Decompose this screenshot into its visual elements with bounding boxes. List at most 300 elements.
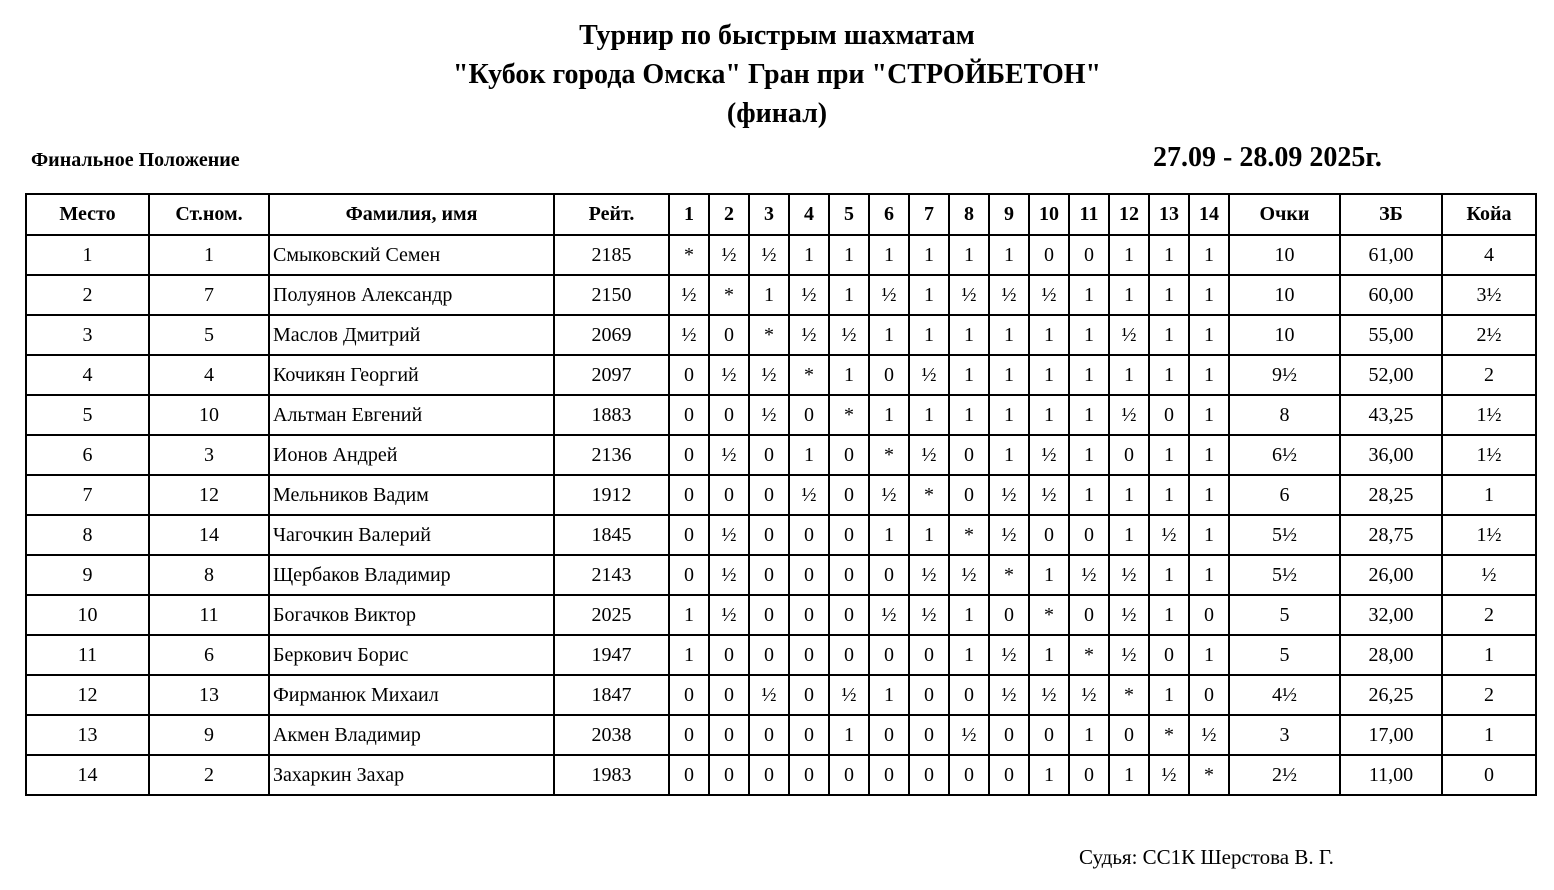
table-cell: 1 — [829, 355, 869, 395]
table-row — [26, 395, 1536, 435]
table-cell: 11 — [26, 635, 149, 675]
table-cell: 0 — [909, 635, 949, 675]
table-cell: 52,00 — [1340, 355, 1442, 395]
table-cell: 0 — [869, 555, 909, 595]
table-cell: ½ — [1069, 555, 1109, 595]
table-cell: 0 — [669, 715, 709, 755]
table-cell: * — [1109, 675, 1149, 715]
table-cell: 0 — [669, 435, 709, 475]
tournament-date: 27.09 - 28.09 2025г. — [1153, 142, 1382, 173]
table-cell: 4 — [26, 355, 149, 395]
table-cell: 1 — [869, 315, 909, 355]
table-cell: 1 — [989, 355, 1029, 395]
player-name-cell: Кочикян Георгий — [269, 355, 554, 395]
table-cell: * — [829, 395, 869, 435]
table-cell: * — [989, 555, 1029, 595]
table-cell: 1 — [669, 595, 709, 635]
table-cell: 9 — [26, 555, 149, 595]
column-header: 9 — [989, 194, 1029, 235]
table-cell: 1 — [1189, 275, 1229, 315]
table-cell: 1 — [1189, 515, 1229, 555]
table-cell: 1 — [1069, 475, 1109, 515]
table-cell: 0 — [789, 515, 829, 555]
table-cell: 0 — [669, 675, 709, 715]
table-cell: 1 — [1189, 435, 1229, 475]
table-cell: 0 — [1189, 595, 1229, 635]
table-cell: 0 — [669, 355, 709, 395]
table-cell: 1½ — [1442, 435, 1536, 475]
table-cell: 0 — [989, 755, 1029, 795]
table-cell: 5½ — [1229, 515, 1340, 555]
table-cell: ½ — [709, 515, 749, 555]
table-cell: ½ — [1442, 555, 1536, 595]
table-cell: 1 — [869, 515, 909, 555]
table-cell: ½ — [869, 275, 909, 315]
table-cell: ½ — [869, 475, 909, 515]
table-row — [26, 275, 1536, 315]
table-cell: 1 — [1149, 675, 1189, 715]
column-header: 7 — [909, 194, 949, 235]
table-row — [26, 355, 1536, 395]
table-cell: ½ — [1029, 675, 1069, 715]
column-header: Фамилия, имя — [269, 194, 554, 235]
document-title — [0, 17, 1554, 134]
table-cell: 1 — [1189, 475, 1229, 515]
table-cell: 0 — [749, 475, 789, 515]
table-cell: 0 — [789, 595, 829, 635]
table-cell: 3 — [1229, 715, 1340, 755]
player-name-cell: Щербаков Владимир — [269, 555, 554, 595]
table-cell: 10 — [1229, 275, 1340, 315]
table-row — [26, 555, 1536, 595]
table-cell: * — [869, 435, 909, 475]
table-cell: 1912 — [554, 475, 669, 515]
table-cell: ½ — [1109, 635, 1149, 675]
table-cell: 5 — [26, 395, 149, 435]
table-cell: 10 — [1229, 315, 1340, 355]
table-cell: 2069 — [554, 315, 669, 355]
player-name-cell: Полуянов Александр — [269, 275, 554, 315]
table-cell: ½ — [829, 675, 869, 715]
table-cell: 1 — [1069, 355, 1109, 395]
table-cell: 0 — [709, 755, 749, 795]
table-row — [26, 715, 1536, 755]
table-cell: * — [909, 475, 949, 515]
table-row — [26, 755, 1536, 795]
column-header: 8 — [949, 194, 989, 235]
table-cell: 1 — [1442, 635, 1536, 675]
table-cell: 61,00 — [1340, 235, 1442, 275]
table-cell: 1 — [829, 235, 869, 275]
table-cell: 0 — [709, 635, 749, 675]
player-name-cell: Чагочкин Валерий — [269, 515, 554, 555]
table-cell: 1 — [989, 235, 1029, 275]
table-cell: 6 — [1229, 475, 1340, 515]
table-cell: 1 — [1029, 555, 1069, 595]
table-cell: 0 — [669, 555, 709, 595]
table-cell: 0 — [949, 675, 989, 715]
column-header: 5 — [829, 194, 869, 235]
table-cell: 1 — [1109, 275, 1149, 315]
table-cell: 1 — [749, 275, 789, 315]
table-cell: 1 — [989, 435, 1029, 475]
table-cell: 17,00 — [1340, 715, 1442, 755]
table-cell: 1 — [789, 235, 829, 275]
table-cell: 1 — [909, 395, 949, 435]
table-cell: 1 — [949, 235, 989, 275]
table-cell: 1 — [909, 235, 949, 275]
table-cell: 0 — [669, 755, 709, 795]
table-cell: 1 — [1069, 395, 1109, 435]
table-row — [26, 675, 1536, 715]
table-cell: 0 — [1149, 635, 1189, 675]
table-cell: ½ — [709, 595, 749, 635]
table-cell: 1 — [1149, 595, 1189, 635]
table-cell: 10 — [149, 395, 269, 435]
table-row — [26, 515, 1536, 555]
table-cell: ½ — [989, 475, 1029, 515]
table-cell: 1 — [26, 235, 149, 275]
table-body — [26, 235, 1536, 795]
column-header: 10 — [1029, 194, 1069, 235]
table-cell: ½ — [949, 275, 989, 315]
table-cell: 1 — [1189, 235, 1229, 275]
table-cell: * — [1189, 755, 1229, 795]
table-cell: 0 — [949, 435, 989, 475]
table-cell: ½ — [989, 515, 1029, 555]
table-cell: 0 — [829, 595, 869, 635]
table-cell: 0 — [749, 555, 789, 595]
table-cell: ½ — [949, 555, 989, 595]
table-cell: 1 — [949, 315, 989, 355]
table-cell: ½ — [709, 235, 749, 275]
table-cell: 2½ — [1442, 315, 1536, 355]
table-cell: ½ — [1069, 675, 1109, 715]
table-cell: 0 — [669, 515, 709, 555]
table-cell: 43,25 — [1340, 395, 1442, 435]
table-cell: ½ — [709, 435, 749, 475]
table-cell: 0 — [909, 715, 949, 755]
player-name-cell: Фирманюк Михаил — [269, 675, 554, 715]
table-cell: 10 — [1229, 235, 1340, 275]
table-cell: 2097 — [554, 355, 669, 395]
table-cell: 0 — [829, 755, 869, 795]
table-cell: 8 — [149, 555, 269, 595]
table-cell: ½ — [749, 675, 789, 715]
table-cell: 1 — [149, 235, 269, 275]
table-cell: 2 — [26, 275, 149, 315]
table-header-row — [26, 194, 1536, 235]
column-header: Очки — [1229, 194, 1340, 235]
table-cell: 2 — [149, 755, 269, 795]
table-row — [26, 635, 1536, 675]
table-cell: 14 — [26, 755, 149, 795]
table-cell: 0 — [869, 755, 909, 795]
table-cell: * — [1029, 595, 1069, 635]
table-cell: ½ — [1109, 395, 1149, 435]
table-cell: 8 — [26, 515, 149, 555]
table-cell: 1983 — [554, 755, 669, 795]
column-header: Рейт. — [554, 194, 669, 235]
table-cell: ½ — [789, 315, 829, 355]
table-cell: 1 — [829, 715, 869, 755]
table-cell: 1 — [1109, 755, 1149, 795]
table-cell: 14 — [149, 515, 269, 555]
table-cell: 0 — [669, 395, 709, 435]
table-cell: 28,00 — [1340, 635, 1442, 675]
player-name-cell: Захаркин Захар — [269, 755, 554, 795]
table-cell: * — [709, 275, 749, 315]
table-cell: 1 — [669, 635, 709, 675]
table-cell: 1 — [1109, 515, 1149, 555]
table-cell: 1 — [1189, 555, 1229, 595]
player-name-cell: Смыковский Семен — [269, 235, 554, 275]
table-cell: 4 — [149, 355, 269, 395]
table-cell: 28,25 — [1340, 475, 1442, 515]
table-cell: 1 — [1029, 755, 1069, 795]
table-cell: 2143 — [554, 555, 669, 595]
table-cell: 1 — [1149, 275, 1189, 315]
table-cell: 5½ — [1229, 555, 1340, 595]
table-cell: 2 — [1442, 675, 1536, 715]
table-cell: 6½ — [1229, 435, 1340, 475]
table-cell: * — [1069, 635, 1109, 675]
table-cell: 2 — [1442, 595, 1536, 635]
title-line-3: (финал) — [726, 98, 828, 129]
table-cell: 0 — [1069, 235, 1109, 275]
table-cell: 1 — [1029, 395, 1069, 435]
table-cell: 1 — [869, 235, 909, 275]
title-line-1: Турнир по быстрым шахматам — [579, 20, 975, 51]
table-cell: 55,00 — [1340, 315, 1442, 355]
table-cell: 1 — [909, 275, 949, 315]
table-cell: 0 — [949, 475, 989, 515]
table-cell: 1 — [1069, 315, 1109, 355]
table-cell: * — [669, 235, 709, 275]
table-cell: 0 — [709, 675, 749, 715]
table-cell: 0 — [709, 395, 749, 435]
table-cell: 9 — [149, 715, 269, 755]
table-cell: 12 — [26, 675, 149, 715]
table-cell: 0 — [1109, 715, 1149, 755]
table-cell: 36,00 — [1340, 435, 1442, 475]
table-cell: 26,00 — [1340, 555, 1442, 595]
table-cell: 1 — [1149, 315, 1189, 355]
player-name-cell: Акмен Владимир — [269, 715, 554, 755]
table-row — [26, 475, 1536, 515]
table-cell: 1 — [1029, 315, 1069, 355]
table-cell: 0 — [869, 635, 909, 675]
table-cell: ½ — [989, 635, 1029, 675]
table-cell: ½ — [829, 315, 869, 355]
table-cell: 0 — [749, 635, 789, 675]
table-cell: 1 — [789, 435, 829, 475]
column-header: 2 — [709, 194, 749, 235]
table-cell: 0 — [789, 555, 829, 595]
table-cell: ½ — [789, 475, 829, 515]
title-line-2: "Кубок города Омска" Гран при "СТРОЙБЕТОН" — [452, 59, 1102, 90]
table-cell: 26,25 — [1340, 675, 1442, 715]
table-cell: 0 — [1029, 515, 1069, 555]
table-cell: 2150 — [554, 275, 669, 315]
table-cell: 1 — [909, 315, 949, 355]
table-cell: 0 — [749, 715, 789, 755]
table-cell: 0 — [829, 515, 869, 555]
player-name-cell: Альтман Евгений — [269, 395, 554, 435]
column-header: 11 — [1069, 194, 1109, 235]
column-header: Ст.ном. — [149, 194, 269, 235]
table-cell: 1 — [1069, 275, 1109, 315]
player-name-cell: Мельников Вадим — [269, 475, 554, 515]
table-cell: 1847 — [554, 675, 669, 715]
table-cell: 0 — [949, 755, 989, 795]
table-cell: 2 — [1442, 355, 1536, 395]
table-cell: 1883 — [554, 395, 669, 435]
table-cell: * — [749, 315, 789, 355]
table-cell: 60,00 — [1340, 275, 1442, 315]
table-cell: * — [789, 355, 829, 395]
table-cell: 1 — [869, 395, 909, 435]
table-cell: 1 — [1109, 355, 1149, 395]
table-cell: 32,00 — [1340, 595, 1442, 635]
table-cell: ½ — [1149, 515, 1189, 555]
table-cell: 1 — [1149, 555, 1189, 595]
table-cell: 0 — [909, 755, 949, 795]
table-cell: 0 — [789, 675, 829, 715]
table-cell: ½ — [869, 595, 909, 635]
table-cell: 0 — [1442, 755, 1536, 795]
table-cell: 1 — [869, 675, 909, 715]
table-cell: 1 — [989, 395, 1029, 435]
table-row — [26, 235, 1536, 275]
table-cell: 0 — [829, 555, 869, 595]
column-header: ЗБ — [1340, 194, 1442, 235]
player-name-cell: Богачков Виктор — [269, 595, 554, 635]
table-cell: 0 — [869, 715, 909, 755]
table-row — [26, 595, 1536, 635]
table-cell: 0 — [709, 715, 749, 755]
table-cell: 5 — [1229, 635, 1340, 675]
table-cell: 0 — [1069, 755, 1109, 795]
table-cell: ½ — [989, 675, 1029, 715]
table-cell: 1 — [949, 635, 989, 675]
table-cell: 1 — [1189, 315, 1229, 355]
table-cell: * — [1149, 715, 1189, 755]
table-cell: 0 — [749, 595, 789, 635]
table-cell: 0 — [829, 635, 869, 675]
table-cell: 3½ — [1442, 275, 1536, 315]
table-cell: ½ — [669, 275, 709, 315]
table-cell: ½ — [949, 715, 989, 755]
table-cell: 0 — [789, 715, 829, 755]
table-cell: 0 — [1029, 715, 1069, 755]
table-cell: 0 — [789, 755, 829, 795]
table-cell: 1 — [1029, 635, 1069, 675]
table-cell: 1 — [949, 595, 989, 635]
table-cell: ½ — [709, 355, 749, 395]
table-cell: 1 — [949, 355, 989, 395]
table-cell: 4 — [1442, 235, 1536, 275]
column-header: Койа — [1442, 194, 1536, 235]
table-cell: 7 — [26, 475, 149, 515]
table-cell: 2025 — [554, 595, 669, 635]
table-cell: 4½ — [1229, 675, 1340, 715]
table-cell: 3 — [149, 435, 269, 475]
table-row — [26, 315, 1536, 355]
table-cell: 2038 — [554, 715, 669, 755]
table-cell: 1 — [1442, 715, 1536, 755]
table-cell: 0 — [1149, 395, 1189, 435]
table-cell: ½ — [1109, 555, 1149, 595]
table-cell: 6 — [26, 435, 149, 475]
player-name-cell: Беркович Борис — [269, 635, 554, 675]
table-cell: 6 — [149, 635, 269, 675]
table-cell: 1 — [1149, 435, 1189, 475]
table-cell: 0 — [909, 675, 949, 715]
table-cell: 2185 — [554, 235, 669, 275]
table-cell: ½ — [989, 275, 1029, 315]
table-cell: ½ — [1109, 315, 1149, 355]
table-cell: 7 — [149, 275, 269, 315]
table-cell: 1845 — [554, 515, 669, 555]
table-cell: 1 — [1189, 635, 1229, 675]
table-cell: 1 — [1029, 355, 1069, 395]
judge-signature-line: Судья: СС1К Шерстова В. Г. — [1079, 845, 1334, 869]
table-cell: 1 — [949, 395, 989, 435]
table-cell: 0 — [749, 515, 789, 555]
table-cell: 1 — [1149, 235, 1189, 275]
table-cell: ½ — [1029, 435, 1069, 475]
table-cell: 1 — [1442, 475, 1536, 515]
table-cell: ½ — [1189, 715, 1229, 755]
table-cell: 1 — [829, 275, 869, 315]
table-cell: 11,00 — [1340, 755, 1442, 795]
table-cell: ½ — [749, 355, 789, 395]
table-cell: ½ — [669, 315, 709, 355]
table-cell: 0 — [1029, 235, 1069, 275]
table-cell: 1 — [989, 315, 1029, 355]
table-cell: 12 — [149, 475, 269, 515]
column-header: 4 — [789, 194, 829, 235]
table-cell: ½ — [909, 355, 949, 395]
table-cell: ½ — [749, 235, 789, 275]
table-cell: 1 — [1189, 395, 1229, 435]
table-cell: 11 — [149, 595, 269, 635]
column-header: 3 — [749, 194, 789, 235]
table-cell: 0 — [829, 475, 869, 515]
player-name-cell: Маслов Дмитрий — [269, 315, 554, 355]
table-cell: 0 — [709, 315, 749, 355]
table-cell: 0 — [989, 595, 1029, 635]
column-header: Место — [26, 194, 149, 235]
table-cell: 0 — [1069, 595, 1109, 635]
table-cell: 1 — [1109, 475, 1149, 515]
table-cell: ½ — [749, 395, 789, 435]
standings-table — [25, 193, 1537, 796]
table-cell: 3 — [26, 315, 149, 355]
table-cell: 1 — [1189, 355, 1229, 395]
column-header: 6 — [869, 194, 909, 235]
table-cell: 2136 — [554, 435, 669, 475]
column-header: 14 — [1189, 194, 1229, 235]
table-cell: 8 — [1229, 395, 1340, 435]
table-cell: ½ — [909, 555, 949, 595]
table-cell: ½ — [1029, 275, 1069, 315]
table-cell: 0 — [749, 435, 789, 475]
table-cell: ½ — [909, 435, 949, 475]
table-cell: 0 — [829, 435, 869, 475]
table-cell: ½ — [1149, 755, 1189, 795]
